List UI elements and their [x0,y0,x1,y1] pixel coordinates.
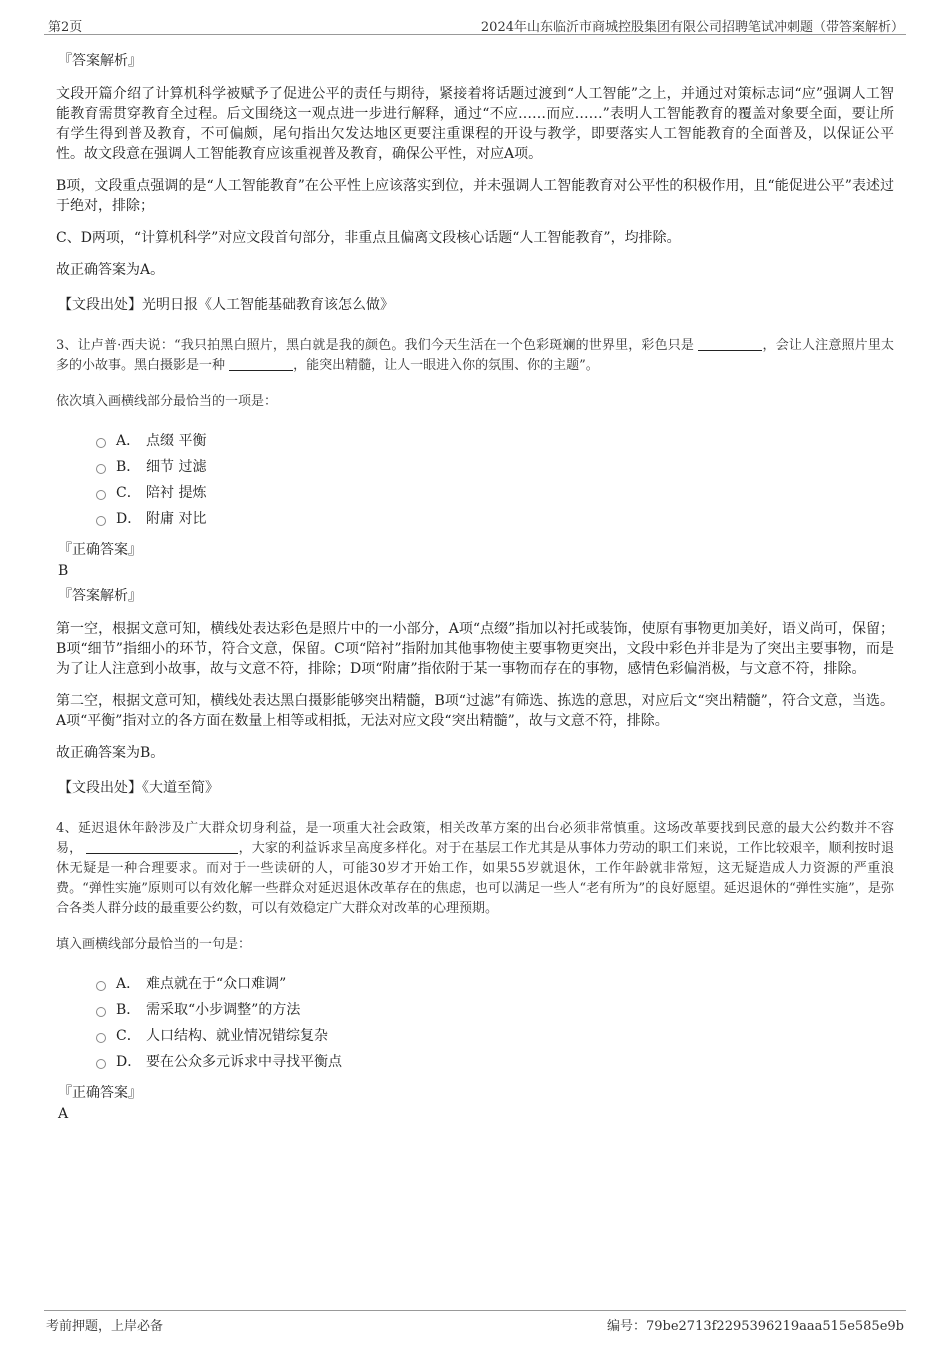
option-a[interactable]: A． 点缀 平衡 [96,427,894,453]
option-d[interactable]: D． 要在公众多元诉求中寻找平衡点 [96,1048,894,1074]
answer-value: B [58,563,69,579]
page-footer [44,1310,906,1335]
radio-icon[interactable] [96,1007,106,1017]
analysis-paragraph: C、D两项，“计算机科学”对应文段首句部分，非重点且偏离文段核心话题“人工智能教育”，均排除。 [56,230,681,246]
radio-icon[interactable] [96,1059,106,1069]
radio-icon[interactable] [96,516,106,526]
analysis-tag: 『答案解析』 [58,588,142,604]
analysis-paragraph: 第一空，根据文意可知，横线处表达彩色是照片中的一小部分，A项“点缀”指加以衬托或装饰，使原有事物更加美好，语义尚可，保留；B项“细节”指细小的环节，符合文意，保留。C项“陪衬”指附加其他事物使主要事物更突出，文段中彩色并非是为了突出主要事物，而是为了让人注意到小故事，故与文意不符，排除；D项“附庸”指依附于某一事物而存在的事物，感情色彩偏消极，与文意不符，排除。 [56,621,894,677]
question-4-prompt: 填入画横线部分最恰当的一句是： [56,937,252,952]
document-id: 编号：79be2713f2295396219aaa515e585e9b [606,1319,904,1334]
question-4-options [96,970,894,1074]
fill-blank [86,839,238,854]
answer-tag: 『正确答案』 [58,542,142,558]
option-b[interactable]: B． 细节 过滤 [96,453,894,479]
option-d[interactable]: D． 附庸 对比 [96,505,894,531]
page-number: 第2页 [48,20,83,35]
radio-icon[interactable] [96,438,106,448]
fill-blank [698,336,762,351]
analysis-conclusion: 故正确答案为A。 [56,262,165,278]
radio-icon[interactable] [96,981,106,991]
question-3-prompt: 依次填入画横线部分最恰当的一项是： [56,394,278,409]
question-3-text: 3、让卢普·西夫说：“我只拍黑白照片，黑白就是我的颜色。我们今天生活在一个色彩斑斓的世界里，彩色只是 ，会让人注意照片里太多的小故事。黑白摄影是一种 ，能突出精髓，让人一眼进入你的氛围、你的主题”。 [56,338,894,373]
analysis-paragraph: 第二空，根据文意可知，横线处表达黑白摄影能够突出精髓，B项“过滤”有筛选、拣选的意思，对应后文“突出精髓”，符合文意，当选。A项“平衡”指对立的各方面在数量上相等或相抵，无法对应文段“突出精髓”，故与文意不符，排除。 [56,693,894,729]
fill-blank [229,356,293,371]
footer-slogan: 考前押题，上岸必备 [46,1319,164,1334]
radio-icon[interactable] [96,1033,106,1043]
analysis-paragraph: 文段开篇介绍了计算机科学被赋予了促进公平的责任与期待，紧接着将话题过渡到“人工智能”之上，并通过对策标志词“应”强调人工智能教育需贯穿教育全过程。后文围绕这一观点进一步进行解释，通过“不应……而应……”表明人工智能教育的覆盖对象要全面，要让所有学生得到普及教育，不可偏颇，尾句指出欠发达地区更要注重课程的开设与教学，即要落实人工智能教育的全面普及，以保证公平性。故文段意在强调人工智能教育应该重视普及教育，确保公平性，对应A项。 [56,86,894,162]
radio-icon[interactable] [96,490,106,500]
document-title: 2024年山东临沂市商城控股集团有限公司招聘笔试冲刺题（带答案解析） [480,20,904,35]
source-citation: 【文段出处】《大道至简》 [58,780,219,796]
page-header [44,14,906,35]
answer-tag: 『正确答案』 [58,1085,142,1101]
question-3-options [96,427,894,531]
analysis-conclusion: 故正确答案为B。 [56,745,165,761]
option-b[interactable]: B． 需采取“小步调整”的方法 [96,996,894,1022]
page-content [56,44,894,1126]
question-4-text: 4、延迟退休年龄涉及广大群众切身利益，是一项重大社会政策，相关改革方案的出台必须非常慎重。这场改革要找到民意的最大公约数并不容易， ，大家的利益诉求呈高度多样化。对于在基层工作尤其是从事体力劳动的职工们来说，工作比较艰辛，顺利按时退休无疑是一种合理要求。而对于一些读研的人，可能30岁才开始工作，如果55岁就退休，工作年龄就非常短，这无疑造成人力资源的严重浪费。“弹性实施”原则可以有效化解一些群众对延迟退休改革存在的焦虑，也可以满足一些人“老有所为”的良好愿望。延迟退休的“弹性实施”，是弥合各类人群分歧的最重要公约数，可以有效稳定广大群众对改革的心理预期。 [56,821,894,916]
analysis-paragraph: B项，文段重点强调的是“人工智能教育”在公平性上应该落实到位，并未强调人工智能教育对公平性的积极作用，且“能促进公平”表述过于绝对，排除； [56,178,894,214]
option-a[interactable]: A． 难点就在于“众口难调” [96,970,894,996]
analysis-tag: 『答案解析』 [58,53,142,69]
answer-value: A [58,1106,69,1122]
option-c[interactable]: C． 人口结构、就业情况错综复杂 [96,1022,894,1048]
radio-icon[interactable] [96,464,106,474]
option-c[interactable]: C． 陪衬 提炼 [96,479,894,505]
source-citation: 【文段出处】光明日报《人工智能基础教育该怎么做》 [58,297,394,313]
